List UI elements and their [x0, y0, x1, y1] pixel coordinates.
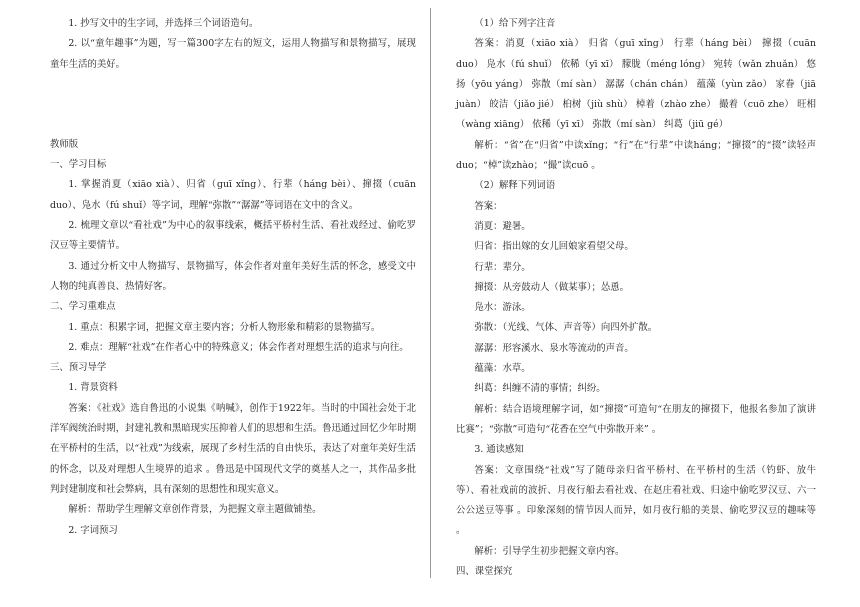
blank-space [50, 75, 416, 135]
exercise-2: 2. 以“童年趣事”为题，写一篇300字左右的短文，运用人物描写和景物描写，展现童年生活的美好。 [50, 38, 416, 70]
right-column [456, 14, 816, 582]
definition-item: 蕴藻：水草。 [474, 363, 531, 375]
explain-analysis: 解析：结合语境理解字词，如“撺掇”可造句“在朋友的撺掇下，他报名参加了演讲比赛”；“弥散”可造句“花香在空气中弥散开来” 。 [456, 403, 816, 435]
definition-item: 潺潺：形容溪水、泉水等流动的声音。 [474, 342, 634, 354]
background-title: 1. 背景资料 [68, 382, 118, 394]
words-preview-title: 2. 字词预习 [68, 524, 118, 536]
definition-item: 纠葛：纠缠不清的事情；纠纷。 [474, 383, 606, 395]
goal-2: 2. 梳理文章以“看社戏”为中心的叙事线索，概括平桥村生活、看社戏经过、偷吃罗汉豆等主要情节。 [50, 220, 416, 252]
section-learning-goals: 一、学习目标 [50, 159, 107, 171]
definition-item: 弥散：（光线、气体、声音等）向四外扩散。 [474, 322, 658, 334]
explain-title: （2）解释下列词语 [474, 180, 556, 192]
column-divider [430, 8, 431, 578]
left-column [50, 14, 416, 541]
definition-item: 行辈：辈分。 [474, 261, 531, 273]
perceive-title: 3. 通读感知 [474, 444, 524, 456]
background-analysis: 解析：帮助学生理解文章创作背景，为把握文章主题做铺垫。 [68, 504, 322, 516]
background-answer: 答案：《社戏》选自鲁迅的小说集《呐喊》，创作于1922年。当时的中国社会处于北洋军阀统治时期，封建礼教和黑暗现实压抑着人们的思想和生活。鲁迅通过回忆少年时期在平桥村的生活，以“社戏”为线索，展现了乡村生活的自由快乐，表达了对童年美好生活的怀念，以及对理想人生境界的追求 。鲁迅是中国现代文学的奠基人之一，其作品多批判封建制度和社会弊病，具有深刻的思想性和现实意义。 [50, 402, 416, 495]
definition-item: 凫水：游泳。 [474, 302, 531, 314]
keypoint-1: 1. 重点：积累字词，把握文章主要内容；分析人物形象和精彩的景物描写。 [68, 321, 381, 333]
definition-item: 归省：指出嫁的女儿回娘家看望父母。 [474, 241, 634, 253]
teacher-version-label: 教师版 [50, 138, 79, 150]
definition-item: 消夏：避暑。 [474, 220, 531, 232]
perceive-analysis: 解析：引导学生初步把握文章内容。 [474, 545, 625, 557]
answer-label: 答案： [474, 200, 503, 212]
pinyin-analysis: 解析：“省”在“归省”中读xǐng；“行”在“行辈”中读háng；“撺掇”的“掇”读轻声duo；“棹”读zhào；“撮”读cuō 。 [456, 139, 816, 172]
section-preview: 三、预习导学 [50, 362, 107, 374]
perceive-answer: 答案：文章围绕“社戏”写了随母亲归省平桥村、在平桥村的生活（钓虾、放牛等）、看社戏前的波折、月夜行船去看社戏、在赵庄看社戏、归途中偷吃罗汉豆、六一公公送豆等事 。印象深刻的情节因人而异，如月夜行船的美景、偷吃罗汉豆的趣味等 。 [456, 464, 816, 537]
definition-item: 撺掇：从旁鼓动人（做某事）；怂恿。 [474, 281, 630, 293]
goal-3: 3. 通过分析文中人物描写、景物描写，体会作者对童年美好生活的怀念，感受文中人物的纯真善良、热情好客。 [50, 260, 416, 292]
keypoint-2: 2. 难点：理解“社戏”在作者心中的特殊意义；体会作者对理想生活的追求与向往。 [68, 341, 409, 353]
goal-1: 1. 掌握消夏（xiāo xià）、归省（guī xǐng）、行辈（háng bèi）、撺掇（cuān duo）、凫水（fú shuǐ）等字词，理解“弥散”“潺潺”等词语在文中的含义。 [50, 179, 416, 211]
exercise-1: 1. 抄写文中的生字词，并选择三个词语造句。 [68, 18, 259, 29]
pinyin-answer: 答案：消夏（xiāo xià） 归省（guī xǐng） 行辈（háng bèi） 撺掇（cuān duo） 凫水（fú shuǐ） 依稀（yī xī） 朦胧（méng lóng） 宛转（wǎn zhuǎn） 悠扬（yōu yáng） 弥散（mí sàn） 潺潺（chán chán） 蕴藻（yùn zǎo） 家眷（jiā juàn） 皎洁（jiǎo jié） 桕树（jiù shù） 棹着（zhào zhe） 撮着（cuō zhe） 旺相（wàng xiāng） 依稀（yī xī） 弥散（mí sàn） 纠葛（jiū gé） [456, 38, 816, 131]
pinyin-title: （1）给下列字注音 [474, 18, 556, 29]
section-class-inquiry: 四、课堂探究 [456, 566, 513, 578]
section-key-points: 二、学习重难点 [50, 301, 116, 313]
